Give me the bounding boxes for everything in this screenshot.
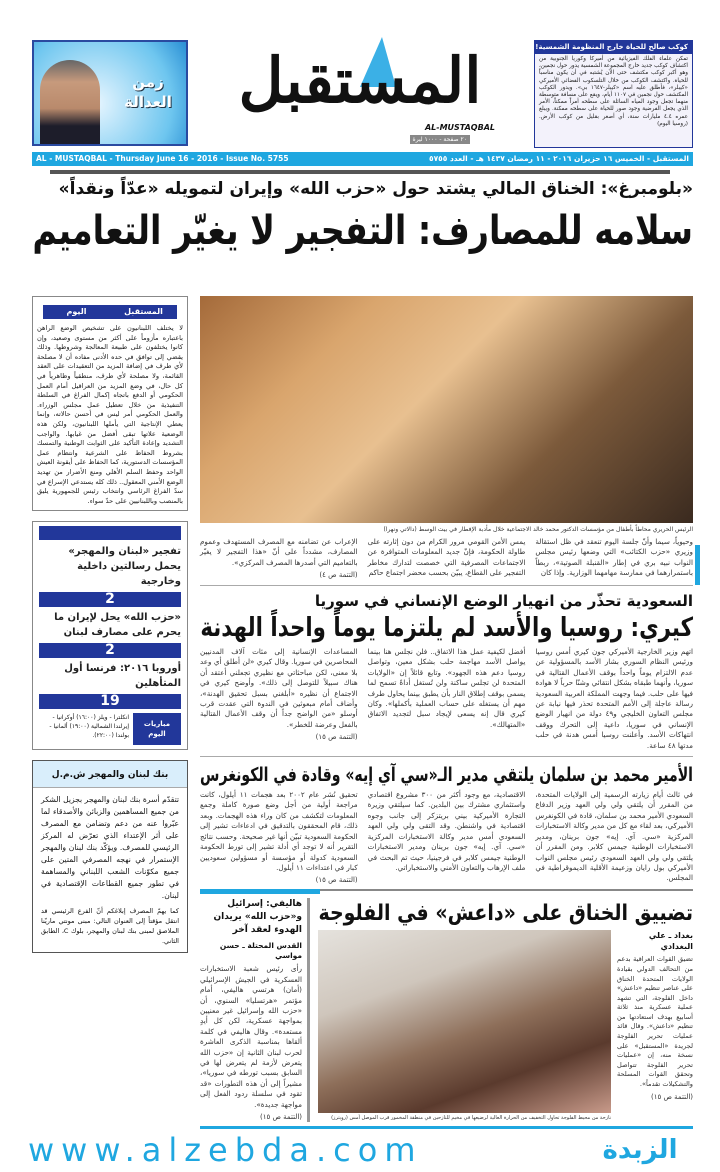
today-text: لا يختلف اللبنانيون على تشخيص الوضع الراهن باعتباره مأزوماً على أكثر من مستوى وصعيد، وإن كانوا يختلفون على طبيعة المعالجة وشروطها. وذلك يقضي إلى توافق في حده الأدنى مفاده أن لا مصلحة لأي طرف في إضافة المزيد من التعقيدات على العقد القائمة، ولا مصلحة لأي طرف، منطقياً وظاهرياً في كل حال، في وضع المزيد من العراقيل أمام العمل الحكومي أو الدفع باتجاه إكمال الفراغ في السلطة التنفيذية من خلال تعطيل عمل مجلس الوزراء. والعمل الحكومي أمر ليس في أحسن حالاته، وإنما يعطي الإنتاجية التي يأملها اللبنانيون، ولكن هذه الوضعية علاتها تبقى أفضل من غيابها. والواجب التشديد وإعادة التأكيد على الثوابت الوطنية والتمسك بشروط الحفاظ على الشرعية وانتظام عمل المؤسسات الدستورية، كما الحفاظ على أيقونة العيش الواحد وحفظ السلم الأهلي ومنع الأضرار من تهديد الوضع الأمني المعقول.. ذلك كله يستدعي الإسراع في سدّ الفراغ الرئاسي وانتخاب رئيس للجمهورية يليق بالمنصب وباللبنانيين على حدّ سواء. — [37, 324, 183, 505]
salman-column-1: في ثالث أيام زيارته الرسمية إلى الولايات المتحدة، من المقرر أن يلتقي ولي ولي العهد وزير الدفاع السعودي الأمير محمد بن سلمان، قادة في الكونغرس الأميركي، بعد لقاء مع كل من مدير وكالة الاستخبارات المركزية «سي. آي. إيه» جون برينان، ومدير الاستخبارات الوطنية جيمس كلابر. ومن المقرر أن يلتقي ولي ولي العهد السعودي رئيس مجلس النواب الأميركي بول رايان وزعيمة الأقلية الديموقراطية في المجلس. — [535, 790, 693, 883]
divider — [50, 170, 670, 174]
salman-continued: (التتمة ص ١٥) — [315, 876, 358, 885]
lead-column-3: الإعراب عن تضامنه مع المصرف المستهدف وعموم المصارف، مشدداً على أنّ «هذا التفجير لا يغيّر بالتعاميم التي أصدرها المصرف المركزي». — [199, 536, 358, 567]
halevi-headline: هاليفي: إسرائيل و«حزب الله» يريدان الهدوء لعقد آخر — [213, 899, 302, 936]
headlines-box — [32, 521, 188, 750]
fallujah-continued: (التتمة ص ١٥) — [650, 1092, 693, 1101]
fallujah-text: تضيق القوات العراقية بدعم من التحالف الدولي بقيادة الولايات المتحدة الخناق على عناصر تنظيم «داعش» داخل الفلوجة، التي تشهد عملية عسكرية منذ ثلاثة أسابيع بهدف استعادتها من تنظيم «داعش». وقال قائد عمليات تحرير الفلوجة لجريدة «المستقبل» على نسخة منه، إن «عمليات تحرير الفلوجة تتواصل وتحقق القوات المسلحة والتشكيلات تقدماً». — [617, 955, 693, 1089]
date-arabic: المستقبل - الخميس ١٦ حزيران ٢٠١٦ - ١١ رمضان ١٤٣٧ هـ - العدد ٥٧٥٥ — [429, 154, 689, 163]
today-word: اليوم — [66, 307, 87, 316]
sidebar-headline-3[interactable]: أوروبا ٢٠١٦: فرنسا أول المتأهلين — [64, 663, 181, 690]
left-column — [32, 296, 188, 953]
fallujah-photo-caption: نازحة من محيط الفلوجة تحاول التخفيف من الحرارة العالية لرضيعها في مخيم للنازحين في منطقة المخمور قرب الموصل أمس (رويترز) — [331, 1115, 611, 1121]
fallujah-byline: بغداد ـ علي البغدادي — [648, 931, 693, 952]
side-news-box — [534, 40, 693, 148]
today-label — [43, 305, 177, 319]
portrait-figure — [40, 60, 100, 146]
date-english: AL - MUSTAQBAL - Thursday June 16 - 2016 - Issue No. 5755 — [36, 154, 289, 163]
fallujah-photo — [318, 930, 611, 1113]
side-news-title: كوكب صالح للحياة خارج المنظومة الشمسية! — [535, 41, 692, 54]
today-box — [32, 296, 188, 511]
matches-list: انكلترا - ويلز (١٦:٠٠) أوكرانيا - إيرلندا الشمالية (١٩:٠٠) ألمانيا - بولندا (٢٢:٠٠). — [49, 714, 129, 740]
logo-english: AL-MUSTAQBAL — [424, 123, 495, 132]
footer-line — [200, 1126, 693, 1129]
logo-arabic: المستقبل — [238, 44, 482, 117]
footer-website[interactable]: www.alzebda.com — [28, 1131, 423, 1169]
side-news-source: (روسيا اليوم) — [657, 120, 688, 127]
lead-column-2: يمس الأمن القومي مرور الكرام من دون إثارته على طاولة الحكومة، فإنّ جديد المعلومات المتوافرة عن الاجتماعات المصرفية التي خصصت لتدارك مخاطر التفجير على القطاع، يبيّن بحسب محضر اجتماع حاكم — [367, 536, 526, 577]
sidebar-headline-1[interactable]: تفجير «لبنان والمهجر» يحمل رسالتين داخلية وخارجية — [68, 546, 181, 588]
syria-column-2: أفضل لكيفية عمل هذا الاتفاق.. فلن نجلس هنا بينما يواصل الأسد مهاجمة حلب بشكل معين، وتواصل روسيا دعم هذه الجهود». وتابع قائلاً إن «الولايات المتحدة لن تجلس ساكنة ولن تُستغل أداةً تسمح لما يسمى بوقف إطلاق النار بأن يطبق بينما يحاول طرف مهم أن يستغله على حساب العملية بأكملها». وكان كيري قال إنه يسعى لإيجاد سبل لتجديد الاتفاق «المتهالك». — [367, 647, 526, 729]
price-badge: ٢٠ صفحة - ١٠٠٠ ليرة — [410, 135, 470, 144]
bank-text: تتقدّم أسرة بنك لبنان والمهجر بجزيل الشكر من جميع المساهمين والزبائن والأصدقاء لما عبّروا عنه من دعم وتضامن مع المصرف على أثر الإعتداء الذي تعرّض له المركز الرئيسي للمصرف. ويؤكّد بنك لبنان والمهجر الإستمرار في نهجه المصرفي المتين على جميع مكوّنات الشعب اللبناني والمساهمة في تطور جميع القطاعات الإقتصادية في لبنان. — [41, 795, 179, 901]
sidebar-headline-2[interactable]: «حزب الله» يحل لإيران ما يحرم على مصارف لبنان — [54, 612, 181, 639]
syria-column-1: اتهم وزير الخارجية الأميركي جون كيري أمس روسيا ورئيس النظام السوري بشار الأسد بالمسؤولية عن عدم الالتزام يوماً واحداً بوقف الأعمال القتالية في سوريا، وأنهما طبقاه بشكل انتقائي وشنّا حرباً لا هوادة فيها على حلب. فيما وجهت المملكة العربية السعودية رسالة عاجلة إلى الأمم المتحدة تحذر فيها نيابة عن مجلس التعاون الخليجي و٤٩ دولة من انهيار الوضع الإنساني في سوريا، داعية إلى التحرك ووقف انتهاكات الأسد. وأعلنت روسيا أمس هدنة في حلب مدتها ٤٨ ساعة. — [535, 647, 693, 750]
logo — [210, 35, 510, 147]
halevi-text: رأى رئيس شعبة الاستخبارات العسكرية في الجيش الإسرائيلي (أمان) هرتسي هاليفي، أمام مؤتمر «هرتسليا» السنوي، أن «حزب الله وإسرائيل غير معنيين بمواجهة عسكرية، لكن كل أيدٍ مستعدة». وقال هاليفي في كلمة ألقاها بمناسبة الذكرى العاشرة لحرب لبنان الثانية إن «حزب الله يتعرض لأزمة لم يتعرض لها في السابق بسبب تورطه في سوريا»، مشيراً إلى أن هذه التطورات «قد تقود في سلسلة ردود الفعل إلى مواجهة جديدة». — [200, 964, 302, 1109]
main-column — [200, 296, 693, 1122]
lead-column-1: وحيوياً، سيما وأنّ جلسة اليوم تنعقد في ظل استقالة وزيري «حزب الكتائب» التي وضعها رئيس مجلس النواب نبيه بري في إطار «القنبلة الصوتية»، ربطاً باستمرارهما في ممارسة مهامهما الوزارية. وإذا كان — [535, 536, 693, 577]
salman-headline: الأمير محمد بن سلمان يلتقي مدير الـ«سي آي إيه» وقادة في الكونغرس — [200, 764, 693, 787]
bank-text-2: كما يهمّ المصرف إبلاغكم أنّ الفرع الرئيسي قد انتقل مؤقتاً إلى العنوان التالي: مبنى مونتي ماريّنا الملاصق لمبنى بنك لبنان والمهجر، بلوك C، الطابق الثاني. — [41, 907, 179, 946]
syria-kicker: السعودية تحذّر من انهيار الوضع الإنساني في سوريا — [314, 592, 693, 610]
portrait-box — [32, 40, 188, 146]
lead-kicker: «بلومبرغ»: الخناق المالي يشتد حول «حزب الله» وإيران لتمويله «عدّاً ونقداً» — [58, 179, 693, 199]
syria-column-3: المساعدات الإنسانية إلى مئات آلاف المدنيين المحاصرين في سوريا. وقال كيري «لن أطلق أي وعد بلا معنى، لكن مباحثاتي مع نظيري تجعلني أعتقد أن هناك سبيلاً للتوصل إلى ذلك». وأوضح كيري في الاجتماع أن نظيره «أبلغني بسبل تحقيق الهدنة»، وأضاف أمام مبعوثين في الندوة التي عقدت قرب أوسلو «من الواضح جداً أن وقف الأعمال القتالية بالفعل وعرضة للخطر». — [199, 647, 358, 729]
lead-photo — [200, 296, 693, 523]
accent-strip — [695, 545, 700, 585]
today-brand: المستقبل — [124, 307, 163, 316]
salman-column-2: الاقتصادية، مع وجود أكثر من ٣٠٠ مشروع اقتصادي واستثماري مشترك بين البلدين. كما سيلتقي وزيرة التجارة الأميركية بيني بريتزكر إلى جانب وجوه اقتصادية في واشنطن. وقد التقى ولي ولي العهد السعودي أمس مدير وكالة الاستخبارات المركزية «سي. آي. إيه» جون برينان ومدير الاستخبارات الوطنية جيمس كلابر في فرجينيا، حيث تم البحث في ملف الإرهاب والتعاون الأمني والاستخباراتي. — [367, 790, 526, 872]
salman-column-3: تحقيق نُشر عام ٢٠٠٢ بعد هجمات ١١ أيلول، كانت مراجعة أولية من أجل وضع صورة كاملة وجمع المعلومات لتكشف من كان وراء هذه الهجمات. وبعد ذلك، قام المحققون بالتدقيق في ادعاءات تشير إلى الحكومة السعودية تبيّن أنها غير صحيحة. وحسب نتائج التقرير أنه لا توجد أي أدلة تشير إلى تورط الحكومة السعودية كدولة أو مؤسسة أو مسؤولين سعوديين كبار في اعتداءات ١١ أيلول. — [199, 790, 358, 872]
halevi-article — [200, 898, 310, 1122]
date-bar — [32, 152, 693, 166]
lead-headline: سلامه للمصارف: التفجير لا يغيّر التعاميم — [32, 208, 694, 254]
lead-photo-caption: الرئيس الحريري محاطاً بأطفال من مؤسسات الدكتور محمد خالد الاجتماعية خلال مأدبة الإفطار في بيت الوسط (دالاتي ونهرا) — [383, 525, 693, 533]
portrait-caption: زمن العدالة — [124, 73, 172, 111]
syria-headline: كيري: روسيا والأسد لم يلتزما يوماً واحداً الهدنة — [200, 613, 693, 643]
page-number: 2 — [39, 592, 181, 607]
syria-continued: (التتمة ص ١٥) — [315, 733, 358, 742]
page-number: 2 — [39, 643, 181, 658]
page-number: 19 — [39, 694, 181, 709]
footer-brand-logo: الزبدة — [602, 1135, 678, 1165]
bank-title: بنك لبنان والمهجر ش.م.ل — [33, 761, 187, 788]
fallujah-headline: تضييق الخناق على «داعش» في الفلوجة — [318, 901, 693, 927]
halevi-continued: (التتمة ص ١٥) — [259, 1113, 302, 1121]
lead-continued: (التتمة ص ٤) — [319, 571, 358, 579]
side-news-text: تمكن علماء الفلك الفيزيائية من أميركا وكوريا الجنوبية من اكتشاف كوكب جديد خارج المجموعة الشمسية يدور حول نجمين، وهو أكبر كوكب مكتشف حتى الآن يُشتبه في أن يكون مناسباً للحياة. واكتشف الكوكب من خلال التلسكوب الفضائي الأميركي «كيبلر»، فأطلق عليه اسم «كيبلر-١٦٤٧ بي». ويدور الكوكب المكتشف حول نجمين في ١١٠٧ أيام، ويقع على مسافة متوسطة منهما تجعل وجود المياه السائلة على سطحه أمراً ممكناً، الأمر الذي يجعل الفرضية وجود صور للحياة على سطحه ممكنة. ويبلغ عمره ٤.٤ مليارات سنة، أي أصغر بقليل من كوكب الأرض. — [539, 56, 688, 120]
matches-label: مباريات اليوم — [133, 713, 181, 745]
halevi-byline: القدس المحتلة ـ حسن مواسي — [219, 941, 302, 961]
bank-notice — [32, 760, 188, 953]
